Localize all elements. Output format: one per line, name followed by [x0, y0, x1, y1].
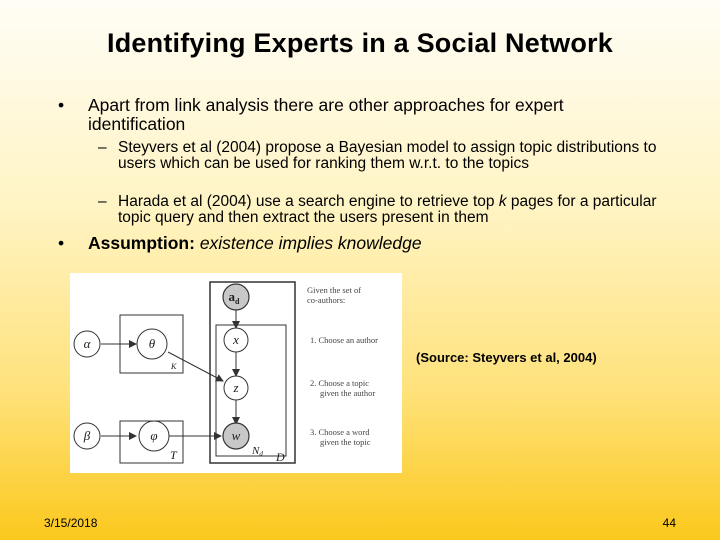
subbullet-marker: – — [98, 193, 107, 210]
subbullet-text: Steyvers et al (2004) propose a Bayesian model to assign topic distributions to users which can be used for ranking them w.r.t. to the topics — [118, 139, 657, 172]
label-ad: $a_d$ — [228, 289, 240, 306]
step-1: 1. Choose an author — [310, 335, 378, 345]
plate-label-t: T — [170, 448, 177, 462]
plate-label-nd: Nd — [252, 445, 263, 458]
label-beta: β — [83, 428, 91, 443]
step-2-line-1: 2. Choose a topic — [310, 378, 370, 388]
assumption-text: existence implies knowledge — [194, 233, 422, 253]
bullet-text: Apart from link analysis there are other approaches for expert identification — [88, 95, 564, 134]
slide-title: Identifying Experts in a Social Network — [107, 28, 613, 58]
bullet-text — [88, 234, 648, 253]
subbullet-text — [118, 194, 658, 225]
figure-source-caption: (Source: Steyvers et al, 2004) — [416, 350, 597, 365]
bullet-marker: • — [58, 95, 65, 115]
author-topic-model-figure — [70, 273, 402, 473]
footer-page-number: 44 — [662, 516, 676, 530]
subbullet-marker: – — [98, 139, 107, 156]
footer-date: 3/15/2018 — [44, 516, 98, 530]
label-z: z — [233, 380, 239, 395]
text-before: Harada et al (2004) use a search engine to retrieve top — [118, 193, 499, 210]
text-after: pages for a particular topic query and then extract the users present in them — [118, 193, 657, 226]
label-phi: φ — [150, 428, 158, 443]
plate-label-d: D — [276, 450, 285, 464]
assumption-label: Assumption: — [88, 233, 195, 253]
bullet-marker: • — [58, 233, 65, 253]
intro-line-2: co-authors: — [307, 295, 346, 305]
graphical-model-diagram — [70, 273, 402, 473]
step-3-line-2: given the topic — [320, 437, 371, 447]
intro-line-1: Given the set of — [307, 285, 362, 295]
label-alpha: α — [83, 336, 91, 351]
label-w: w — [231, 428, 241, 443]
label-x: x — [233, 332, 239, 347]
step-2-line-2: given the author — [320, 388, 376, 398]
step-3-line-1: 3. Choose a word — [310, 427, 370, 437]
text-italic-k: k — [498, 193, 507, 210]
plate-label-k: K — [171, 362, 177, 371]
label-theta: θ — [148, 336, 156, 351]
